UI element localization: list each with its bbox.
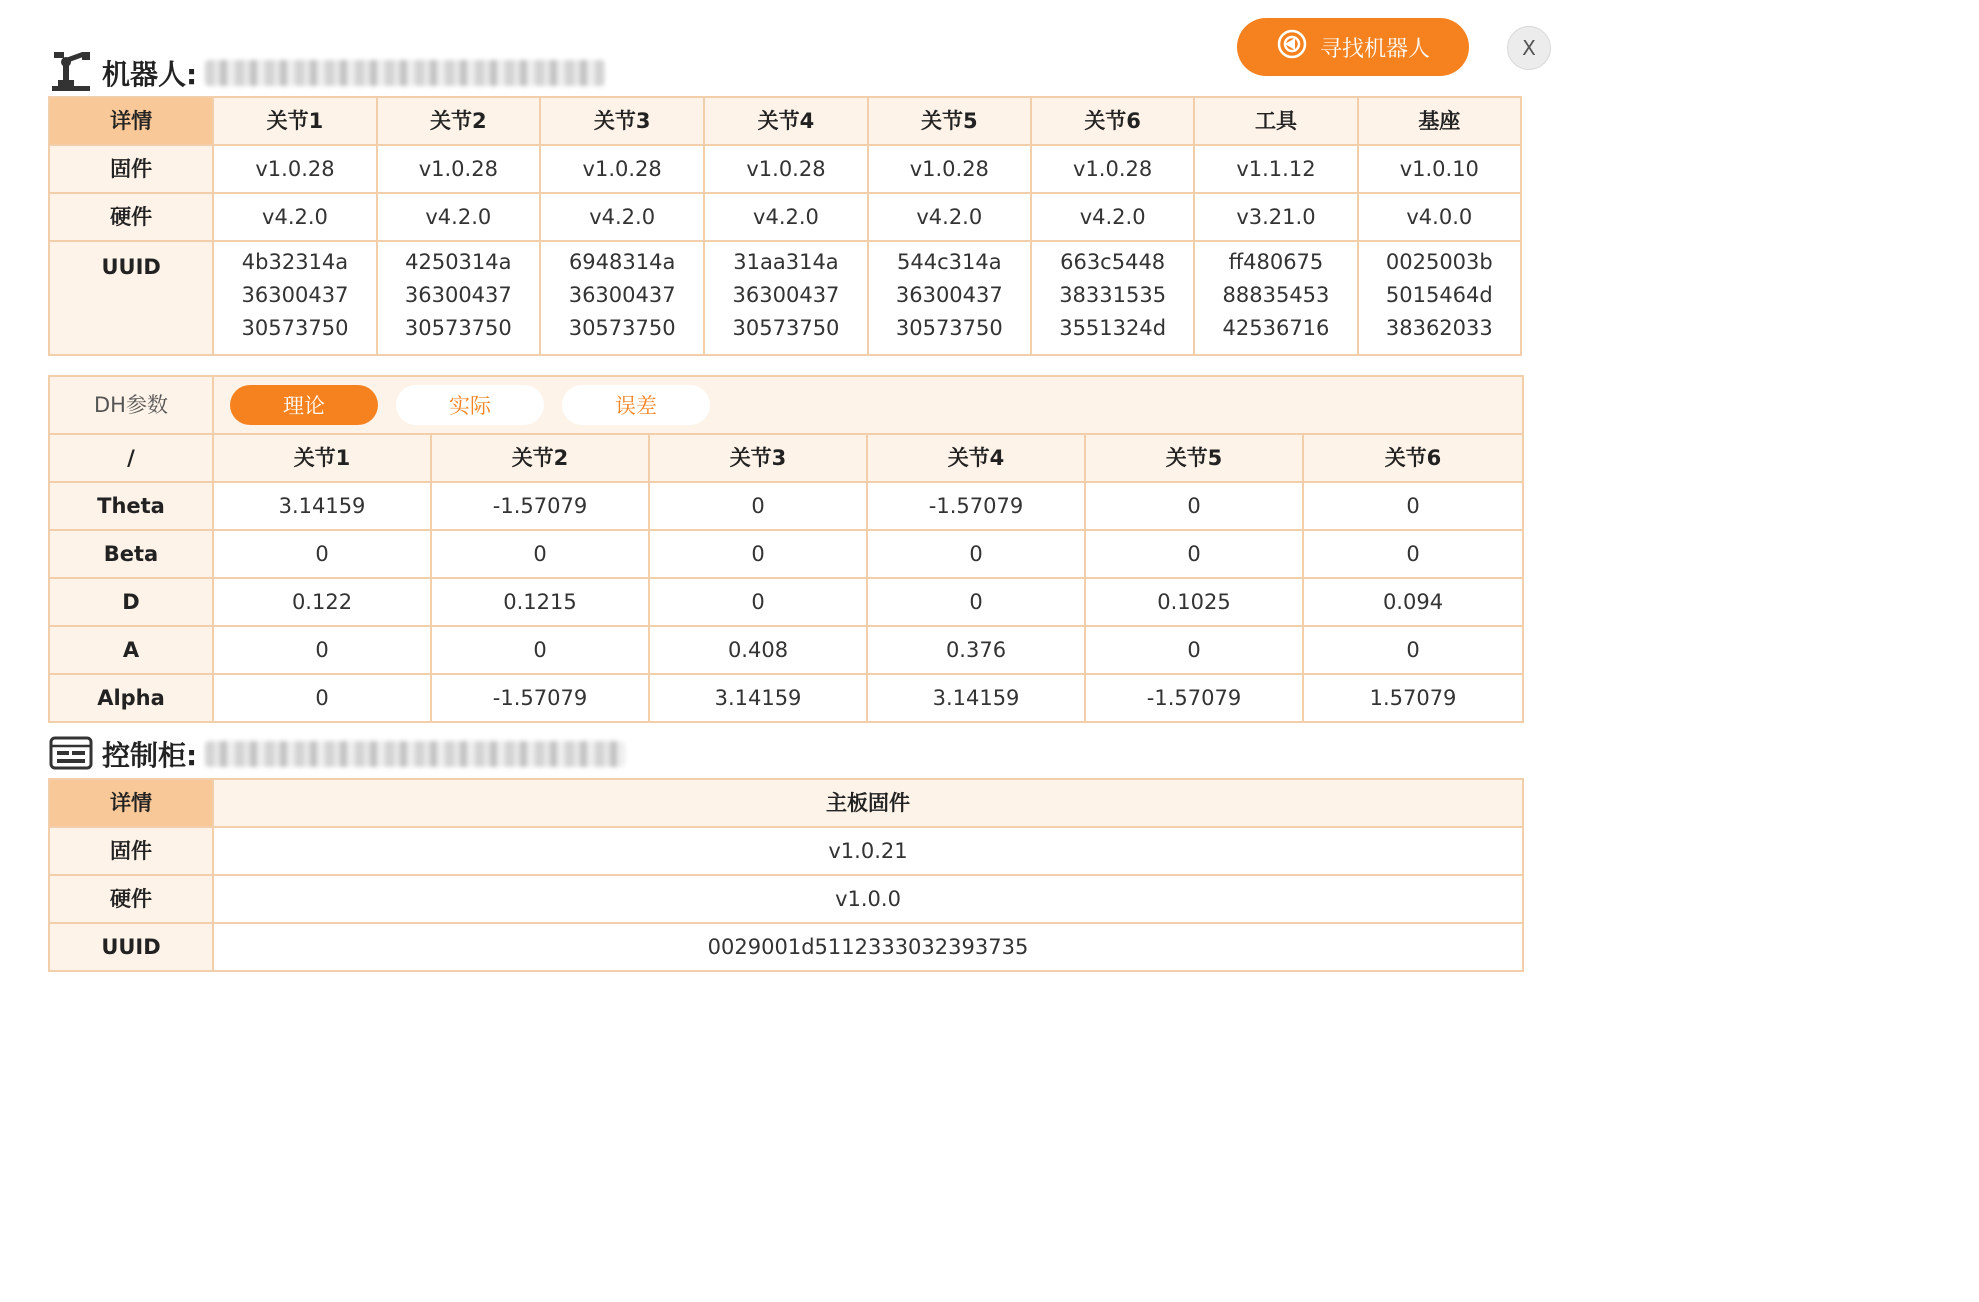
table-row: [49, 530, 1523, 578]
dh-cell: 0: [213, 530, 431, 578]
robot-info-dialog: [2, 0, 1564, 1030]
table-row: [49, 674, 1523, 722]
row-label-alpha: Alpha: [49, 674, 213, 722]
uuid-line: 36300437: [732, 283, 840, 307]
firmware-cell: v1.0.28: [704, 145, 867, 193]
dh-col-header-joint3: 关节3: [649, 434, 867, 482]
table-row: [49, 827, 1523, 875]
dh-cell: 0.1215: [431, 578, 649, 626]
firmware-cell: v1.0.28: [540, 145, 704, 193]
firmware-cell: v1.0.10: [1358, 145, 1521, 193]
uuid-cell: [1358, 241, 1521, 355]
dh-tab-bar: [213, 376, 1523, 434]
uuid-line: 544c314a: [897, 250, 1002, 274]
uuid-line: 663c5448: [1060, 250, 1166, 274]
dh-cell: 0: [213, 674, 431, 722]
dh-param-label: DH参数: [49, 376, 213, 434]
hardware-cell: v4.2.0: [868, 193, 1031, 241]
uuid-cell: [1194, 241, 1357, 355]
cabinet-row-label-hardware: 硬件: [49, 875, 213, 923]
cabinet-serial-redacted: [205, 741, 625, 767]
table-row: [49, 626, 1523, 674]
uuid-line: 30573750: [568, 316, 676, 340]
dh-cell: -1.57079: [1085, 674, 1303, 722]
dh-cell: 0: [649, 482, 867, 530]
dh-cell: 1.57079: [1303, 674, 1523, 722]
col-header-tool: 工具: [1194, 97, 1357, 145]
find-robot-button[interactable]: [1237, 18, 1469, 76]
robot-serial-redacted: [205, 60, 605, 86]
uuid-line: 42536716: [1222, 316, 1330, 340]
table-row: [49, 875, 1523, 923]
cabinet-uuid-value: 0029001d5112333032393735: [213, 923, 1523, 971]
find-robot-label: 寻找机器人: [1319, 36, 1430, 62]
row-label-beta: Beta: [49, 530, 213, 578]
table-row: [49, 241, 1521, 355]
cabinet-section-header: [48, 732, 625, 776]
cabinet-hardware-value: v1.0.0: [213, 875, 1523, 923]
hardware-cell: v4.0.0: [1358, 193, 1521, 241]
col-header-joint3: 关节3: [540, 97, 704, 145]
uuid-line: 36300437: [895, 283, 1003, 307]
dh-cell: 3.14159: [213, 482, 431, 530]
row-label-theta: Theta: [49, 482, 213, 530]
dh-cell: 0: [1303, 482, 1523, 530]
dh-param-table: [48, 375, 1524, 723]
robot-arm-icon: [48, 50, 94, 96]
col-header-joint1: 关节1: [213, 97, 376, 145]
dh-cell: 3.14159: [649, 674, 867, 722]
dh-cell: 0: [867, 578, 1085, 626]
close-button[interactable]: X: [1507, 26, 1551, 70]
cabinet-col-header-mainboard: 主板固件: [213, 779, 1523, 827]
dh-header-row: [49, 434, 1523, 482]
uuid-cell: [868, 241, 1031, 355]
dh-cell: -1.57079: [867, 482, 1085, 530]
uuid-line: 3551324d: [1059, 316, 1167, 340]
uuid-line: 31aa314a: [733, 250, 839, 274]
dh-cell: 3.14159: [867, 674, 1085, 722]
uuid-line: 38331535: [1059, 283, 1167, 307]
dh-cell: 0: [213, 626, 431, 674]
robot-section-header: [48, 50, 605, 96]
firmware-cell: v1.0.28: [868, 145, 1031, 193]
tab-theoretical[interactable]: 理论: [230, 385, 378, 425]
dh-col-header-joint6: 关节6: [1303, 434, 1523, 482]
table-row: [49, 923, 1523, 971]
uuid-line: ff480675: [1228, 250, 1324, 274]
robot-table-header-row: [49, 97, 1521, 145]
dh-cell: 0: [431, 626, 649, 674]
col-header-joint2: 关节2: [377, 97, 540, 145]
col-header-base: 基座: [1358, 97, 1521, 145]
dh-cell: 0: [1303, 530, 1523, 578]
row-label-hardware: 硬件: [49, 193, 213, 241]
tab-error[interactable]: 误差: [562, 385, 710, 425]
dh-col-header-joint5: 关节5: [1085, 434, 1303, 482]
dh-cell: 0: [1085, 482, 1303, 530]
dh-cell: -1.57079: [431, 482, 649, 530]
dh-cell: 0.1025: [1085, 578, 1303, 626]
dh-cell: 0: [1085, 530, 1303, 578]
hardware-cell: v4.2.0: [1031, 193, 1194, 241]
hardware-cell: v4.2.0: [377, 193, 540, 241]
row-label-d: D: [49, 578, 213, 626]
firmware-cell: v1.1.12: [1194, 145, 1357, 193]
uuid-line: 4250314a: [405, 250, 512, 274]
robot-detail-table: [48, 96, 1522, 356]
cabinet-detail-table: [48, 778, 1524, 972]
uuid-line: 0025003b: [1385, 250, 1493, 274]
table-row: [49, 578, 1523, 626]
cabinet-row-label-uuid: UUID: [49, 923, 213, 971]
firmware-cell: v1.0.28: [213, 145, 376, 193]
col-header-details: 详情: [49, 97, 213, 145]
table-row: [49, 482, 1523, 530]
hardware-cell: v4.2.0: [704, 193, 867, 241]
uuid-line: 88835453: [1222, 283, 1330, 307]
uuid-line: 36300437: [568, 283, 676, 307]
hardware-cell: v4.2.0: [540, 193, 704, 241]
dh-cell: 0.094: [1303, 578, 1523, 626]
cabinet-col-header-details: 详情: [49, 779, 213, 827]
uuid-cell: [213, 241, 376, 355]
dh-cell: 0.122: [213, 578, 431, 626]
dh-cell: 0.376: [867, 626, 1085, 674]
cabinet-title: 控制柜:: [102, 739, 198, 772]
hardware-cell: v3.21.0: [1194, 193, 1357, 241]
uuid-cell: [540, 241, 704, 355]
uuid-line: 30573750: [404, 316, 512, 340]
dh-tabs-row: [49, 376, 1523, 434]
dh-cell: 0.408: [649, 626, 867, 674]
col-header-joint4: 关节4: [704, 97, 867, 145]
uuid-line: 4b32314a: [241, 250, 349, 274]
uuid-line: 38362033: [1385, 316, 1493, 340]
row-label-a: A: [49, 626, 213, 674]
dh-cell: 0: [431, 530, 649, 578]
uuid-line: 36300437: [404, 283, 512, 307]
uuid-line: 30573750: [241, 316, 349, 340]
dh-cell: 0: [1085, 626, 1303, 674]
locate-icon: [1276, 28, 1308, 66]
table-row: [49, 145, 1521, 193]
control-cabinet-icon: [48, 732, 94, 776]
cabinet-firmware-value: v1.0.21: [213, 827, 1523, 875]
row-label-firmware: 固件: [49, 145, 213, 193]
dh-col-header-slash: /: [49, 434, 213, 482]
dh-cell: 0: [867, 530, 1085, 578]
dh-cell: -1.57079: [431, 674, 649, 722]
cabinet-row-label-firmware: 固件: [49, 827, 213, 875]
row-label-uuid: UUID: [49, 241, 213, 355]
uuid-line: 30573750: [732, 316, 840, 340]
cabinet-header-row: [49, 779, 1523, 827]
hardware-cell: v4.2.0: [213, 193, 376, 241]
col-header-joint6: 关节6: [1031, 97, 1194, 145]
firmware-cell: v1.0.28: [1031, 145, 1194, 193]
uuid-cell: [704, 241, 867, 355]
dh-col-header-joint2: 关节2: [431, 434, 649, 482]
dh-col-header-joint1: 关节1: [213, 434, 431, 482]
uuid-cell: [377, 241, 540, 355]
uuid-cell: [1031, 241, 1194, 355]
firmware-cell: v1.0.28: [377, 145, 540, 193]
robot-title: 机器人:: [102, 58, 198, 91]
uuid-line: 30573750: [895, 316, 1003, 340]
dh-cell: 0: [1303, 626, 1523, 674]
dh-cell: 0: [649, 578, 867, 626]
uuid-line: 36300437: [241, 283, 349, 307]
dh-col-header-joint4: 关节4: [867, 434, 1085, 482]
col-header-joint5: 关节5: [868, 97, 1031, 145]
tab-actual[interactable]: 实际: [396, 385, 544, 425]
uuid-line: 5015464d: [1385, 283, 1493, 307]
table-row: [49, 193, 1521, 241]
dh-cell: 0: [649, 530, 867, 578]
uuid-line: 6948314a: [568, 250, 676, 274]
